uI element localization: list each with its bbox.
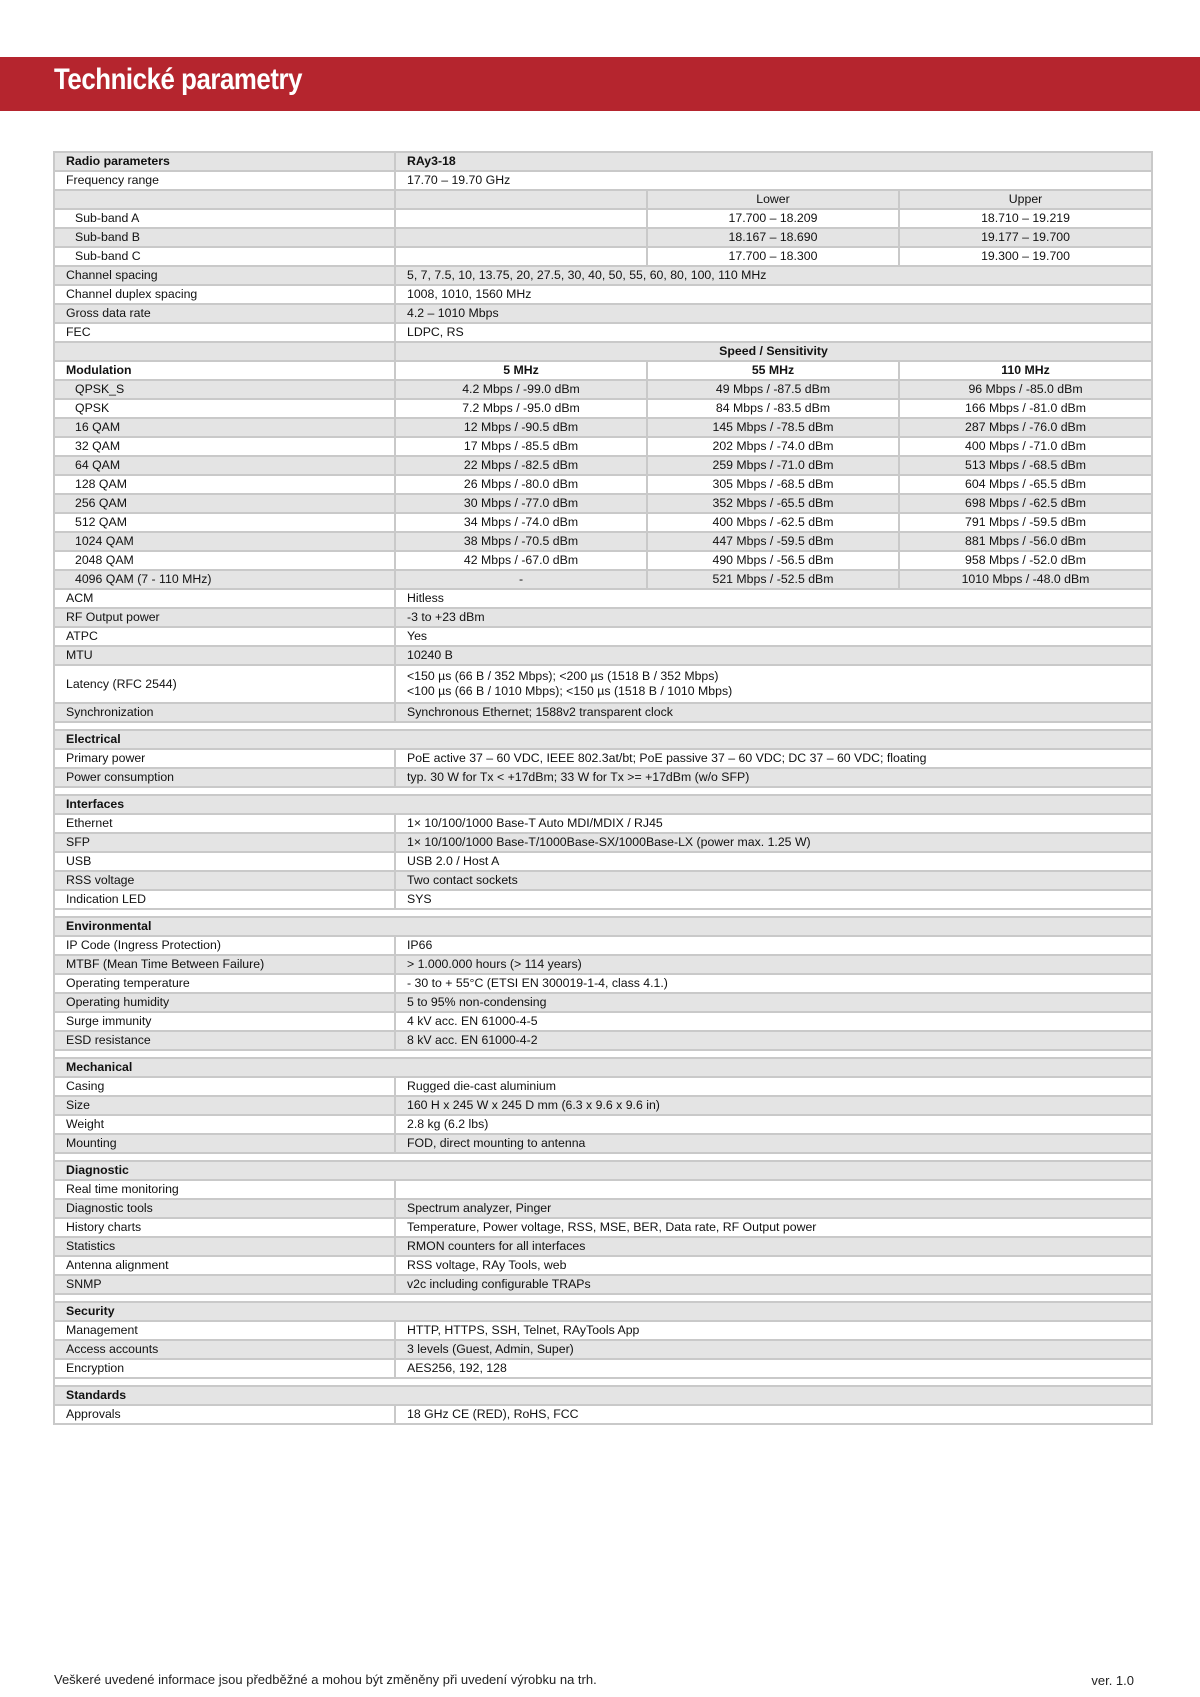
section-separator <box>54 1050 1152 1058</box>
param-value: 5 to 95% non-condensing <box>395 993 1152 1012</box>
table-row <box>54 936 1152 955</box>
param-value: 19.177 – 19.700 <box>899 228 1152 247</box>
param-label: Synchronization <box>54 703 395 722</box>
table-row <box>54 304 1152 323</box>
table-row <box>54 993 1152 1012</box>
section-header-row <box>54 917 1152 936</box>
section-separator <box>54 787 1152 795</box>
param-label: Power consumption <box>54 768 395 787</box>
param-label: QPSK_S <box>54 380 395 399</box>
radio-header-row <box>54 152 1152 171</box>
param-label: ATPC <box>54 627 395 646</box>
table-row <box>54 1012 1152 1031</box>
column-group-header: Speed / Sensitivity <box>395 342 1152 361</box>
param-value: SYS <box>395 890 1152 909</box>
param-value: 698 Mbps / -62.5 dBm <box>899 494 1152 513</box>
param-label: Primary power <box>54 749 395 768</box>
subband-row <box>54 209 1152 228</box>
param-label: 64 QAM <box>54 456 395 475</box>
section-title: Electrical <box>54 730 1152 749</box>
param-value: 166 Mbps / -81.0 dBm <box>899 399 1152 418</box>
page-title: Technické parametry <box>54 63 303 96</box>
section-separator <box>54 1294 1152 1302</box>
param-label: Gross data rate <box>54 304 395 323</box>
title-banner <box>0 57 1200 111</box>
footer-version: ver. 1.0 <box>1091 1673 1134 1688</box>
param-label: Management <box>54 1321 395 1340</box>
param-value: 513 Mbps / -68.5 dBm <box>899 456 1152 475</box>
table-row <box>54 871 1152 890</box>
param-value: v2c including configurable TRAPs <box>395 1275 1152 1294</box>
param-value: 96 Mbps / -85.0 dBm <box>899 380 1152 399</box>
param-value: Spectrum analyzer, Pinger <box>395 1199 1152 1218</box>
param-label: 4096 QAM (7 - 110 MHz) <box>54 570 395 589</box>
table-row <box>54 1405 1152 1424</box>
modulation-row <box>54 513 1152 532</box>
product-name: RAy3-18 <box>395 152 1152 171</box>
param-value: 42 Mbps / -67.0 dBm <box>395 551 647 570</box>
separator-cell <box>54 787 1152 795</box>
table-row <box>54 266 1152 285</box>
table-row <box>54 1321 1152 1340</box>
param-value: 19.300 – 19.700 <box>899 247 1152 266</box>
param-label: Operating temperature <box>54 974 395 993</box>
param-label: RSS voltage <box>54 871 395 890</box>
modulation-header-row <box>54 361 1152 380</box>
param-value: 521 Mbps / -52.5 dBm <box>647 570 899 589</box>
table-row <box>54 627 1152 646</box>
param-label: MTU <box>54 646 395 665</box>
column-header: Lower <box>647 190 899 209</box>
param-value: 12 Mbps / -90.5 dBm <box>395 418 647 437</box>
param-value: 490 Mbps / -56.5 dBm <box>647 551 899 570</box>
param-label: Indication LED <box>54 890 395 909</box>
modulation-row <box>54 380 1152 399</box>
table-row <box>54 646 1152 665</box>
section-separator <box>54 1378 1152 1386</box>
param-value: LDPC, RS <box>395 323 1152 342</box>
modulation-row <box>54 418 1152 437</box>
empty-cell <box>395 247 647 266</box>
table-row <box>54 703 1152 722</box>
param-value: - <box>395 570 647 589</box>
param-value: 17 Mbps / -85.5 dBm <box>395 437 647 456</box>
section-title: Environmental <box>54 917 1152 936</box>
param-label: Weight <box>54 1115 395 1134</box>
empty-cell <box>395 190 647 209</box>
modulation-row <box>54 494 1152 513</box>
param-value: 8 kV acc. EN 61000-4-2 <box>395 1031 1152 1050</box>
param-value: 7.2 Mbps / -95.0 dBm <box>395 399 647 418</box>
param-label: History charts <box>54 1218 395 1237</box>
param-label: ESD resistance <box>54 1031 395 1050</box>
param-value: 202 Mbps / -74.0 dBm <box>647 437 899 456</box>
param-value: 958 Mbps / -52.0 dBm <box>899 551 1152 570</box>
param-value: typ. 30 W for Tx < +17dBm; 33 W for Tx >= +17dBm (w/o SFP) <box>395 768 1152 787</box>
param-label: Latency (RFC 2544) <box>54 665 395 703</box>
param-value: Rugged die-cast aluminium <box>395 1077 1152 1096</box>
param-label: Ethernet <box>54 814 395 833</box>
section-separator <box>54 1153 1152 1161</box>
separator-cell <box>54 1378 1152 1386</box>
param-value: 49 Mbps / -87.5 dBm <box>647 380 899 399</box>
param-label: Mounting <box>54 1134 395 1153</box>
table-row <box>54 890 1152 909</box>
param-value: 38 Mbps / -70.5 dBm <box>395 532 647 551</box>
section-title: Standards <box>54 1386 1152 1405</box>
table-row <box>54 1237 1152 1256</box>
param-value: 4.2 Mbps / -99.0 dBm <box>395 380 647 399</box>
param-value: 287 Mbps / -76.0 dBm <box>899 418 1152 437</box>
column-header: 5 MHz <box>395 361 647 380</box>
param-label: Casing <box>54 1077 395 1096</box>
section-title: Diagnostic <box>54 1161 1152 1180</box>
table-row <box>54 608 1152 627</box>
table-row <box>54 1199 1152 1218</box>
section-header-row <box>54 730 1152 749</box>
param-label: Antenna alignment <box>54 1256 395 1275</box>
param-label: Encryption <box>54 1359 395 1378</box>
table-row <box>54 1340 1152 1359</box>
table-row <box>54 1031 1152 1050</box>
param-value: 1010 Mbps / -48.0 dBm <box>899 570 1152 589</box>
param-value: 1× 10/100/1000 Base-T/1000Base-SX/1000Base-LX (power max. 1.25 W) <box>395 833 1152 852</box>
table-row <box>54 589 1152 608</box>
param-value: RMON counters for all interfaces <box>395 1237 1152 1256</box>
separator-cell <box>54 1050 1152 1058</box>
param-label: 256 QAM <box>54 494 395 513</box>
separator-cell <box>54 722 1152 730</box>
param-value: Yes <box>395 627 1152 646</box>
table-row <box>54 285 1152 304</box>
table-row <box>54 814 1152 833</box>
param-label: Channel duplex spacing <box>54 285 395 304</box>
latency-line: <100 µs (66 B / 1010 Mbps); <150 µs (1518 B / 1010 Mbps) <box>407 684 733 698</box>
param-label: Approvals <box>54 1405 395 1424</box>
latency-line: <150 µs (66 B / 352 Mbps); <200 µs (1518 B / 352 Mbps) <box>407 669 719 683</box>
table-row <box>54 1115 1152 1134</box>
spec-table <box>53 151 1153 1425</box>
param-value: Two contact sockets <box>395 871 1152 890</box>
section-header-row <box>54 795 1152 814</box>
section-header-row <box>54 1161 1152 1180</box>
param-label: 128 QAM <box>54 475 395 494</box>
param-value: 18.710 – 19.219 <box>899 209 1152 228</box>
table-row <box>54 1256 1152 1275</box>
modulation-row <box>54 437 1152 456</box>
section-title: Mechanical <box>54 1058 1152 1077</box>
param-label: 2048 QAM <box>54 551 395 570</box>
param-value: 400 Mbps / -71.0 dBm <box>899 437 1152 456</box>
param-value: 447 Mbps / -59.5 dBm <box>647 532 899 551</box>
param-value: Temperature, Power voltage, RSS, MSE, BER, Data rate, RF Output power <box>395 1218 1152 1237</box>
empty-cell <box>54 190 395 209</box>
modulation-row <box>54 532 1152 551</box>
param-label: 1024 QAM <box>54 532 395 551</box>
param-value: Hitless <box>395 589 1152 608</box>
param-value: 400 Mbps / -62.5 dBm <box>647 513 899 532</box>
param-label: Surge immunity <box>54 1012 395 1031</box>
param-value: 10240 B <box>395 646 1152 665</box>
param-label: 32 QAM <box>54 437 395 456</box>
empty-cell <box>395 209 647 228</box>
separator-cell <box>54 1294 1152 1302</box>
param-label: Operating humidity <box>54 993 395 1012</box>
param-label: 512 QAM <box>54 513 395 532</box>
param-value: HTTP, HTTPS, SSH, Telnet, RAyTools App <box>395 1321 1152 1340</box>
param-value: 4.2 – 1010 Mbps <box>395 304 1152 323</box>
param-value: 881 Mbps / -56.0 dBm <box>899 532 1152 551</box>
empty-cell <box>54 342 395 361</box>
section-header-row <box>54 1302 1152 1321</box>
param-value <box>395 665 1152 703</box>
param-label: Access accounts <box>54 1340 395 1359</box>
param-value <box>395 1180 1152 1199</box>
param-label: ACM <box>54 589 395 608</box>
modulation-row <box>54 475 1152 494</box>
param-value: 1× 10/100/1000 Base-T Auto MDI/MDIX / RJ45 <box>395 814 1152 833</box>
param-label: USB <box>54 852 395 871</box>
section-title: Interfaces <box>54 795 1152 814</box>
modulation-row <box>54 456 1152 475</box>
table-row <box>54 1218 1152 1237</box>
param-label: Sub-band B <box>54 228 395 247</box>
param-label: SNMP <box>54 1275 395 1294</box>
table-row <box>54 323 1152 342</box>
param-value: 305 Mbps / -68.5 dBm <box>647 475 899 494</box>
table-row <box>54 852 1152 871</box>
modulation-row <box>54 399 1152 418</box>
param-label: Channel spacing <box>54 266 395 285</box>
param-value: 145 Mbps / -78.5 dBm <box>647 418 899 437</box>
param-value: 34 Mbps / -74.0 dBm <box>395 513 647 532</box>
param-value: 84 Mbps / -83.5 dBm <box>647 399 899 418</box>
param-value: 17.70 – 19.70 GHz <box>395 171 1152 190</box>
table-row <box>54 171 1152 190</box>
section-separator <box>54 909 1152 917</box>
table-row <box>54 1275 1152 1294</box>
param-value: 3 levels (Guest, Admin, Super) <box>395 1340 1152 1359</box>
param-value: 160 H x 245 W x 245 D mm (6.3 x 9.6 x 9.6 in) <box>395 1096 1152 1115</box>
table-row <box>54 768 1152 787</box>
param-value: 26 Mbps / -80.0 dBm <box>395 475 647 494</box>
param-value: > 1.000.000 hours (> 114 years) <box>395 955 1152 974</box>
param-value: 1008, 1010, 1560 MHz <box>395 285 1152 304</box>
param-value: 352 Mbps / -65.5 dBm <box>647 494 899 513</box>
param-value: 22 Mbps / -82.5 dBm <box>395 456 647 475</box>
param-value: 18 GHz CE (RED), RoHS, FCC <box>395 1405 1152 1424</box>
param-value: 791 Mbps / -59.5 dBm <box>899 513 1152 532</box>
param-value: Synchronous Ethernet; 1588v2 transparent clock <box>395 703 1152 722</box>
param-label: FEC <box>54 323 395 342</box>
param-label: MTBF (Mean Time Between Failure) <box>54 955 395 974</box>
param-value: PoE active 37 – 60 VDC, IEEE 802.3at/bt; PoE passive 37 – 60 VDC; DC 37 – 60 VDC; floating <box>395 749 1152 768</box>
section-title: Radio parameters <box>54 152 395 171</box>
separator-cell <box>54 909 1152 917</box>
table-row <box>54 955 1152 974</box>
param-value: 30 Mbps / -77.0 dBm <box>395 494 647 513</box>
param-label: Size <box>54 1096 395 1115</box>
table-row <box>54 1134 1152 1153</box>
param-value: FOD, direct mounting to antenna <box>395 1134 1152 1153</box>
table-row <box>54 1096 1152 1115</box>
param-label: QPSK <box>54 399 395 418</box>
param-label: RF Output power <box>54 608 395 627</box>
table-row <box>54 749 1152 768</box>
speed-header-row <box>54 342 1152 361</box>
latency-row <box>54 665 1152 703</box>
subband-row <box>54 228 1152 247</box>
param-value: 17.700 – 18.300 <box>647 247 899 266</box>
param-value: IP66 <box>395 936 1152 955</box>
table-row <box>54 1180 1152 1199</box>
table-row <box>54 1359 1152 1378</box>
param-value: 2.8 kg (6.2 lbs) <box>395 1115 1152 1134</box>
table-row <box>54 974 1152 993</box>
empty-cell <box>395 228 647 247</box>
param-value: AES256, 192, 128 <box>395 1359 1152 1378</box>
param-label: Real time monitoring <box>54 1180 395 1199</box>
param-value: 5, 7, 7.5, 10, 13.75, 20, 27.5, 30, 40, 50, 55, 60, 80, 100, 110 MHz <box>395 266 1152 285</box>
param-value: 604 Mbps / -65.5 dBm <box>899 475 1152 494</box>
param-label: 16 QAM <box>54 418 395 437</box>
param-label: IP Code (Ingress Protection) <box>54 936 395 955</box>
section-title: Security <box>54 1302 1152 1321</box>
column-header: 55 MHz <box>647 361 899 380</box>
section-header-row <box>54 1058 1152 1077</box>
param-value: -3 to +23 dBm <box>395 608 1152 627</box>
section-separator <box>54 722 1152 730</box>
param-label: Frequency range <box>54 171 395 190</box>
param-value: 18.167 – 18.690 <box>647 228 899 247</box>
modulation-row <box>54 570 1152 589</box>
param-label: Sub-band C <box>54 247 395 266</box>
param-label: Diagnostic tools <box>54 1199 395 1218</box>
section-header-row <box>54 1386 1152 1405</box>
table-row <box>54 190 1152 209</box>
param-label: SFP <box>54 833 395 852</box>
separator-cell <box>54 1153 1152 1161</box>
param-value: - 30 to + 55°C (ETSI EN 300019-1-4, class 4.1.) <box>395 974 1152 993</box>
param-value: 4 kV acc. EN 61000-4-5 <box>395 1012 1152 1031</box>
column-header: Modulation <box>54 361 395 380</box>
subband-row <box>54 247 1152 266</box>
column-header: Upper <box>899 190 1152 209</box>
param-value: 17.700 – 18.209 <box>647 209 899 228</box>
param-label: Sub-band A <box>54 209 395 228</box>
table-row <box>54 833 1152 852</box>
table-row <box>54 1077 1152 1096</box>
param-label: Statistics <box>54 1237 395 1256</box>
footer-disclaimer: Veškeré uvedené informace jsou předběžné a mohou být změněny při uvedení výrobku na trh. <box>54 1672 597 1687</box>
param-value: RSS voltage, RAy Tools, web <box>395 1256 1152 1275</box>
param-value: USB 2.0 / Host A <box>395 852 1152 871</box>
modulation-row <box>54 551 1152 570</box>
column-header: 110 MHz <box>899 361 1152 380</box>
param-value: 259 Mbps / -71.0 dBm <box>647 456 899 475</box>
